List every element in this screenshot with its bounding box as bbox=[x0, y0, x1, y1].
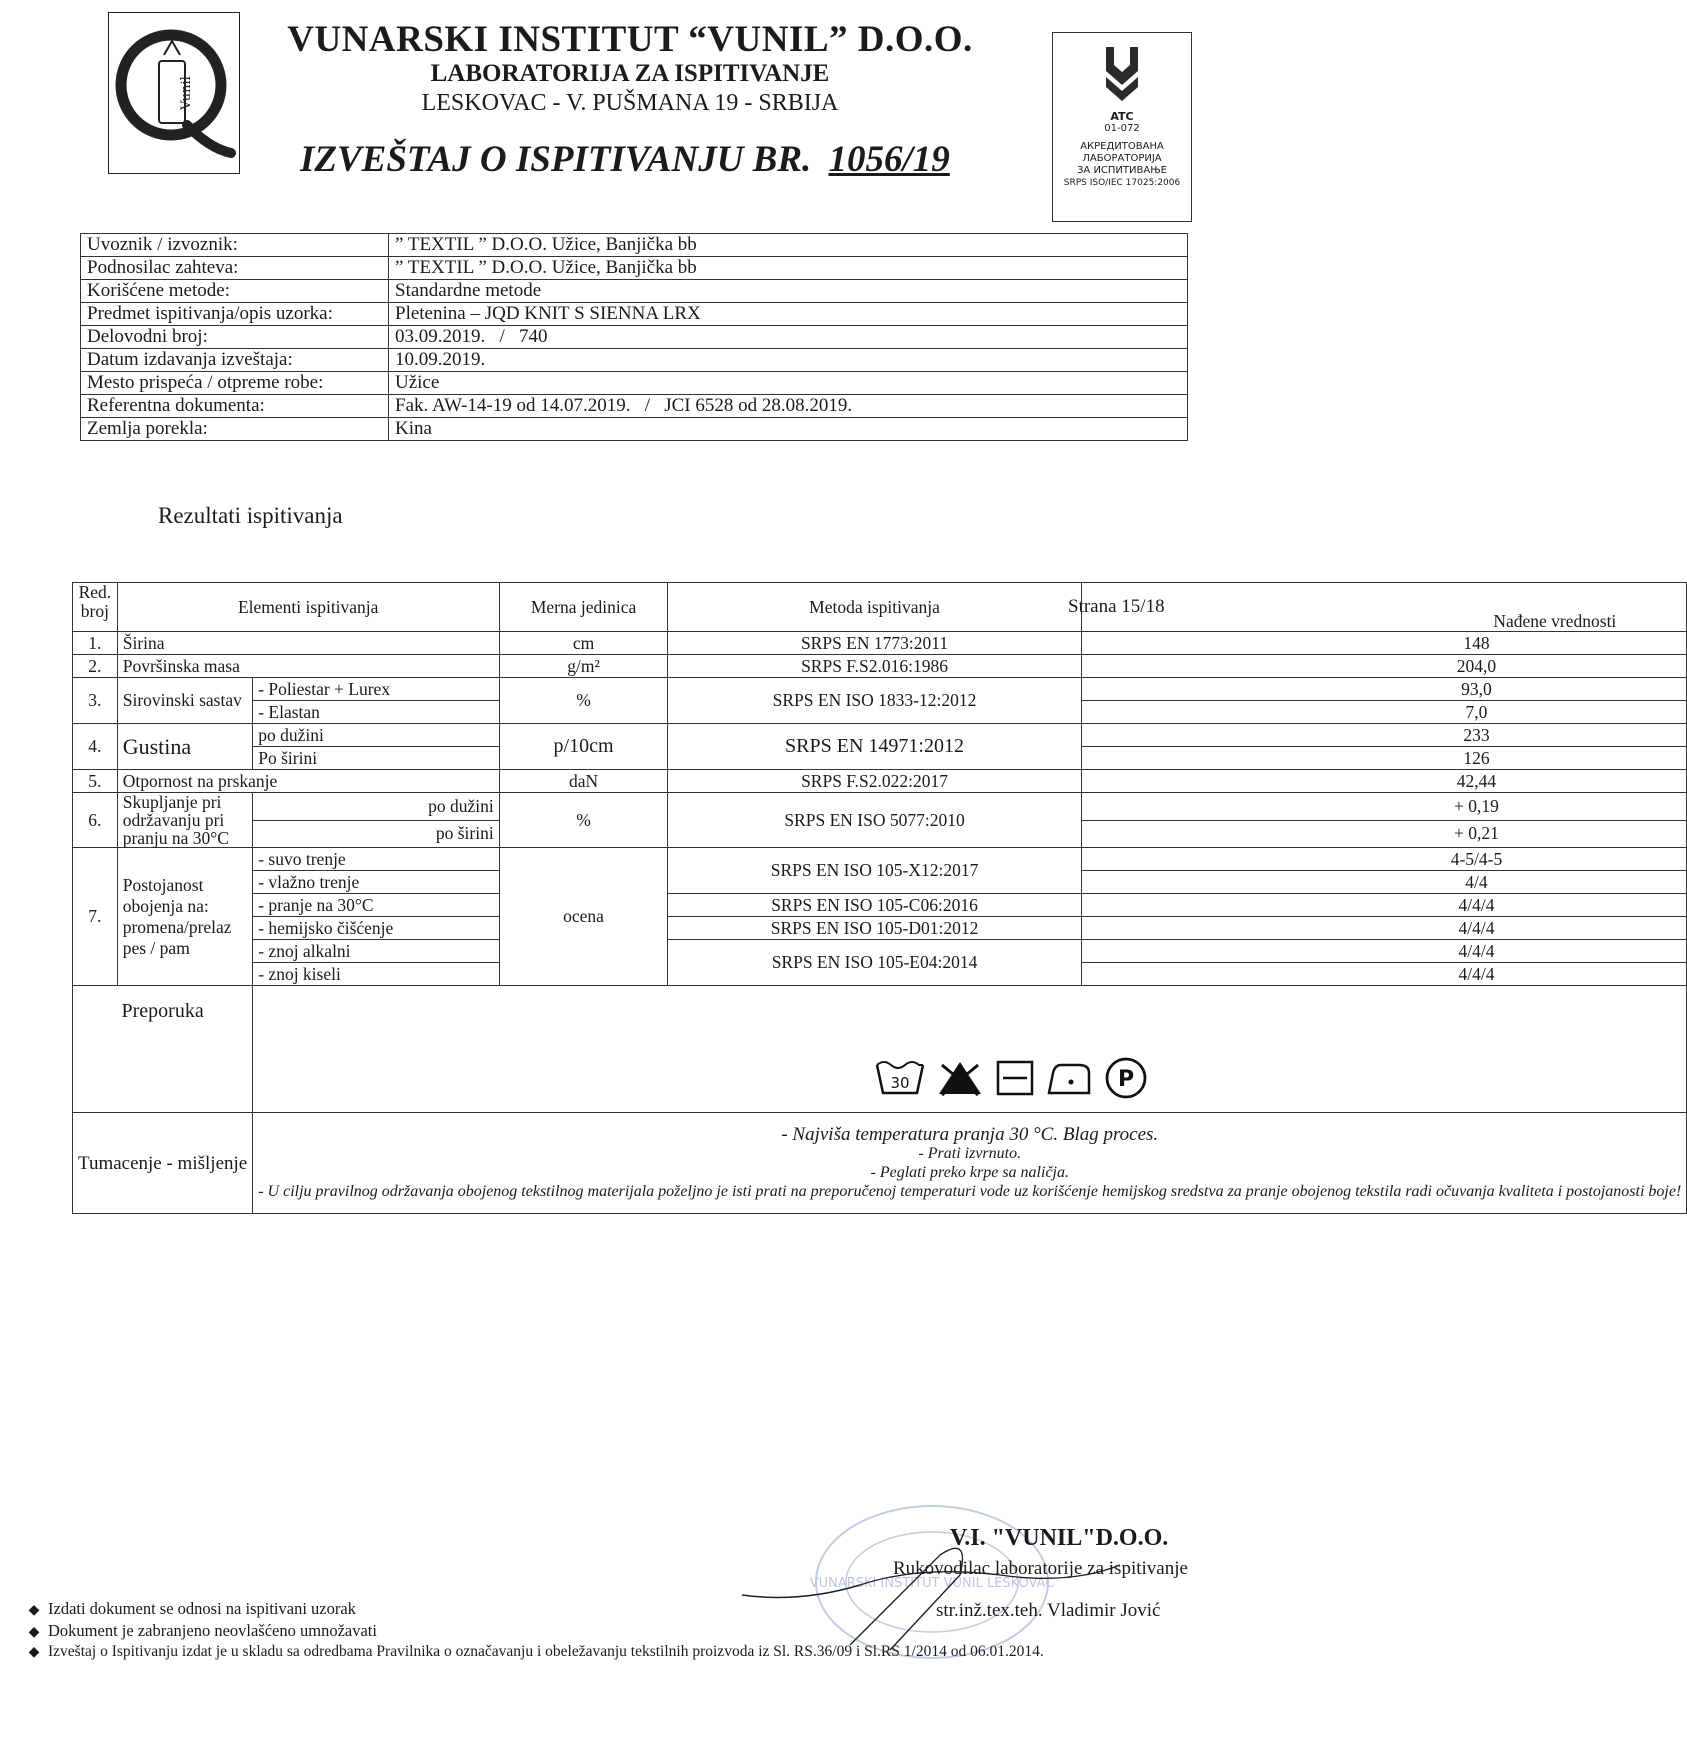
row-method: SRPS EN ISO 105-D01:2012 bbox=[668, 917, 1081, 940]
row-element: Površinska masa bbox=[117, 655, 499, 678]
results-table bbox=[72, 582, 1687, 1214]
info-value: Kina bbox=[389, 418, 1188, 441]
row-value: 126 bbox=[1081, 747, 1687, 770]
footer-note-text: Dokument je zabranjeno neovlašćeno umnožavati bbox=[48, 1621, 377, 1640]
table-header-row bbox=[73, 583, 1687, 632]
row-method: SRPS EN ISO 1833-12:2012 bbox=[668, 678, 1081, 724]
header-value: Nađene vrednosti bbox=[1081, 583, 1687, 632]
row-method: SRPS EN ISO 105-X12:2017 bbox=[668, 848, 1081, 894]
row-method: SRPS EN 14971:2012 bbox=[668, 724, 1081, 770]
bullet-diamond-icon: ◆ bbox=[28, 1603, 40, 1618]
accreditation-badge bbox=[1052, 32, 1192, 222]
row-value: 4-5/4-5 bbox=[1081, 848, 1687, 871]
row-subelement: po dužini bbox=[253, 793, 499, 821]
accreditation-line-3: ЗА ИСПИТИВАЊЕ bbox=[1077, 165, 1167, 176]
info-value: ” TEXTIL ” D.O.O. Užice, Banjička bb bbox=[389, 257, 1188, 280]
row-subelement: - vlažno trenje bbox=[253, 871, 499, 894]
accreditation-code: 01-072 bbox=[1104, 123, 1140, 134]
report-title-label: IZVEŠTAJ O ISPITIVANJU BR. bbox=[300, 139, 812, 180]
svg-text:P: P bbox=[1117, 1067, 1134, 1092]
table-row bbox=[73, 724, 1687, 747]
accreditation-mark-icon bbox=[1092, 41, 1152, 103]
recommendation-row bbox=[73, 986, 1687, 1113]
accreditation-body: ATC bbox=[1110, 110, 1134, 123]
row-value: 233 bbox=[1081, 724, 1687, 747]
dry-clean-p-icon bbox=[1104, 1056, 1148, 1104]
table-row bbox=[73, 917, 1687, 940]
table-row bbox=[73, 655, 1687, 678]
row-unit: daN bbox=[499, 770, 668, 793]
table-row bbox=[73, 793, 1687, 821]
page-number: Strana 15/18 bbox=[1068, 596, 1165, 617]
no-bleach-icon bbox=[936, 1059, 984, 1101]
row-no: 6. bbox=[73, 793, 118, 848]
row-value: 42,44 bbox=[1081, 770, 1687, 793]
row-element: Skupljanje pri održavanju pri pranju na 30°C bbox=[117, 793, 252, 848]
row-unit: p/10cm bbox=[499, 724, 668, 770]
header-method: Metoda ispitivanja bbox=[668, 583, 1081, 632]
info-row bbox=[81, 326, 1188, 349]
recommendation-label: Preporuka bbox=[73, 986, 253, 1113]
row-value: 4/4/4 bbox=[1081, 894, 1687, 917]
row-no: 3. bbox=[73, 678, 118, 724]
row-value: + 0,19 bbox=[1081, 793, 1687, 821]
report-number: 1056/19 bbox=[828, 139, 950, 180]
signatory-company: V.I. "VUNIL"D.O.O. bbox=[950, 1525, 1169, 1551]
row-subelement: po širini bbox=[253, 820, 499, 848]
row-no: 1. bbox=[73, 632, 118, 655]
row-unit: ocena bbox=[499, 848, 668, 986]
results-heading: Rezultati ispitivanja bbox=[158, 503, 343, 528]
info-value: Užice bbox=[389, 372, 1188, 395]
info-row bbox=[81, 280, 1188, 303]
care-symbols bbox=[253, 986, 1687, 1113]
row-element: Širina bbox=[117, 632, 499, 655]
accreditation-line-2: ЛАБОРАТОРИЈА bbox=[1082, 153, 1162, 164]
tumble-dry-prohibited-icon bbox=[995, 1059, 1035, 1101]
row-method: SRPS EN ISO 105-E04:2014 bbox=[668, 940, 1081, 986]
svg-text:30: 30 bbox=[890, 1074, 910, 1092]
sample-info-table bbox=[80, 233, 1188, 441]
row-unit: % bbox=[499, 678, 668, 724]
footer-note bbox=[20, 1621, 377, 1641]
organization-name: VUNARSKI INSTITUT “VUNIL” D.O.O. bbox=[287, 19, 973, 60]
info-row bbox=[81, 372, 1188, 395]
info-row bbox=[81, 234, 1188, 257]
organization-address: LESKOVAC - V. PUŠMANA 19 - SRBIJA bbox=[421, 90, 839, 116]
row-value: 7,0 bbox=[1081, 701, 1687, 724]
info-value: 03.09.2019. / 740 bbox=[389, 326, 1188, 349]
header-no: Red. broj bbox=[73, 583, 118, 632]
footer-note bbox=[20, 1599, 356, 1619]
report-title bbox=[300, 138, 958, 181]
table-row bbox=[73, 940, 1687, 963]
row-subelement: - Elastan bbox=[253, 701, 499, 724]
row-no: 2. bbox=[73, 655, 118, 678]
info-value: Standardne metode bbox=[389, 280, 1188, 303]
info-label: Uvoznik / izvoznik: bbox=[81, 234, 389, 257]
interpretation-text bbox=[253, 1113, 1687, 1214]
table-row bbox=[73, 848, 1687, 871]
row-element: Sirovinski sastav bbox=[117, 678, 252, 724]
row-method: SRPS EN ISO 5077:2010 bbox=[668, 793, 1081, 848]
row-no: 7. bbox=[73, 848, 118, 986]
info-label: Datum izdavanja izveštaja: bbox=[81, 349, 389, 372]
wash-30-icon bbox=[874, 1059, 926, 1101]
row-element: Otpornost na prskanje bbox=[117, 770, 499, 793]
bullet-diamond-icon: ◆ bbox=[28, 1625, 40, 1640]
info-label: Predmet ispitivanja/opis uzorka: bbox=[81, 303, 389, 326]
row-unit: % bbox=[499, 793, 668, 848]
row-subelement: - suvo trenje bbox=[253, 848, 499, 871]
info-row bbox=[81, 349, 1188, 372]
info-label: Korišćene metode: bbox=[81, 280, 389, 303]
row-value: 4/4/4 bbox=[1081, 940, 1687, 963]
interpretation-row bbox=[73, 1113, 1687, 1214]
info-value: Fak. AW-14-19 od 14.07.2019. / JCI 6528 od 28.08.2019. bbox=[389, 395, 1188, 418]
interpretation-line: - Prati izvrnuto. bbox=[918, 1145, 1022, 1162]
footer-note-text: Izdati dokument se odnosi na ispitivani uzorak bbox=[48, 1599, 356, 1618]
iron-low-icon bbox=[1045, 1059, 1093, 1101]
info-label: Referentna dokumenta: bbox=[81, 395, 389, 418]
footer-note-text: Izveštaj o Ispitivanju izdat je u skladu sa odredbama Pravilnika o označavanju i obeležavanju tekstilnih proizvoda iz Sl. RS.36/09 i Sl.RS 1/2014 od 06.01.2014. bbox=[48, 1643, 1044, 1660]
interpretation-line: - U cilju pravilnog održavanja obojenog tekstilnog materijala poželjno je isti prati na preporučenoj temperaturi vode uz korišćenje hemijskog sredstva za pranje obojenog tekstila radi očuvanja kvaliteta i postojanosti boje! bbox=[258, 1183, 1682, 1200]
row-subelement: po dužini bbox=[253, 724, 499, 747]
info-row bbox=[81, 418, 1188, 441]
table-row bbox=[73, 632, 1687, 655]
row-subelement: Po širini bbox=[253, 747, 499, 770]
row-value: 148 bbox=[1081, 632, 1687, 655]
row-value: 4/4 bbox=[1081, 871, 1687, 894]
info-row bbox=[81, 395, 1188, 418]
row-subelement: - hemijsko čišćenje bbox=[253, 917, 499, 940]
accreditation-line-1: АКРЕДИТОВАНА bbox=[1080, 141, 1164, 152]
info-row bbox=[81, 257, 1188, 280]
row-method: SRPS EN ISO 105-C06:2016 bbox=[668, 894, 1081, 917]
signatory-role: Rukovodilac laboratorije za ispitivanje bbox=[893, 1558, 1188, 1579]
row-value: 204,0 bbox=[1081, 655, 1687, 678]
row-element: Gustina bbox=[117, 724, 252, 770]
signatory-name: str.inž.tex.teh. Vladimir Jović bbox=[936, 1600, 1161, 1621]
table-row bbox=[73, 770, 1687, 793]
row-unit: g/m² bbox=[499, 655, 668, 678]
row-method: SRPS F.S2.022:2017 bbox=[668, 770, 1081, 793]
row-subelement: - pranje na 30°C bbox=[253, 894, 499, 917]
row-element: Postojanost obojenja na: promena/prelaz pes / pam bbox=[117, 848, 252, 986]
info-value: 10.09.2019. bbox=[389, 349, 1188, 372]
accreditation-standard: SRPS ISO/IEC 17025:2006 bbox=[1063, 178, 1181, 188]
interpretation-label: Tumacenje - mišljenje bbox=[73, 1113, 253, 1214]
row-subelement: - znoj kiseli bbox=[253, 963, 499, 986]
info-label: Mesto prispeća / otpreme robe: bbox=[81, 372, 389, 395]
row-method: SRPS EN 1773:2011 bbox=[668, 632, 1081, 655]
footer-note bbox=[20, 1643, 1044, 1661]
interpretation-line: - Peglati preko krpe sa naličja. bbox=[870, 1164, 1069, 1181]
row-value: + 0,21 bbox=[1081, 820, 1687, 848]
row-value: 4/4/4 bbox=[1081, 917, 1687, 940]
interpretation-line: - Najviša temperatura pranja 30 °C. Blag proces. bbox=[781, 1124, 1159, 1145]
svg-text:VUNARSKI INSTITUT VUNIL LESKOV: VUNARSKI INSTITUT VUNIL LESKOVAC bbox=[809, 1576, 1055, 1591]
info-value: ” TEXTIL ” D.O.O. Užice, Banjička bb bbox=[389, 234, 1188, 257]
row-no: 5. bbox=[73, 770, 118, 793]
header-element: Elementi ispitivanja bbox=[117, 583, 499, 632]
info-label: Delovodni broj: bbox=[81, 326, 389, 349]
row-method: SRPS F.S2.016:1986 bbox=[668, 655, 1081, 678]
info-label: Podnosilac zahteva: bbox=[81, 257, 389, 280]
table-row bbox=[73, 678, 1687, 701]
laboratory-name: LABORATORIJA ZA ISPITIVANJE bbox=[430, 60, 830, 87]
row-subelement: - Poliestar + Lurex bbox=[253, 678, 499, 701]
row-unit: cm bbox=[499, 632, 668, 655]
table-row bbox=[73, 894, 1687, 917]
info-label: Zemlja porekla: bbox=[81, 418, 389, 441]
header-unit: Merna jedinica bbox=[499, 583, 668, 632]
q-logo-icon bbox=[109, 13, 239, 173]
info-row bbox=[81, 303, 1188, 326]
svg-text:Vunil: Vunil bbox=[179, 76, 194, 110]
row-value: 4/4/4 bbox=[1081, 963, 1687, 986]
row-subelement: - znoj alkalni bbox=[253, 940, 499, 963]
institute-logo bbox=[108, 12, 240, 174]
info-value: Pletenina – JQD KNIT S SIENNA LRX bbox=[389, 303, 1188, 326]
row-value: 93,0 bbox=[1081, 678, 1687, 701]
row-no: 4. bbox=[73, 724, 118, 770]
bullet-diamond-icon: ◆ bbox=[28, 1645, 40, 1660]
